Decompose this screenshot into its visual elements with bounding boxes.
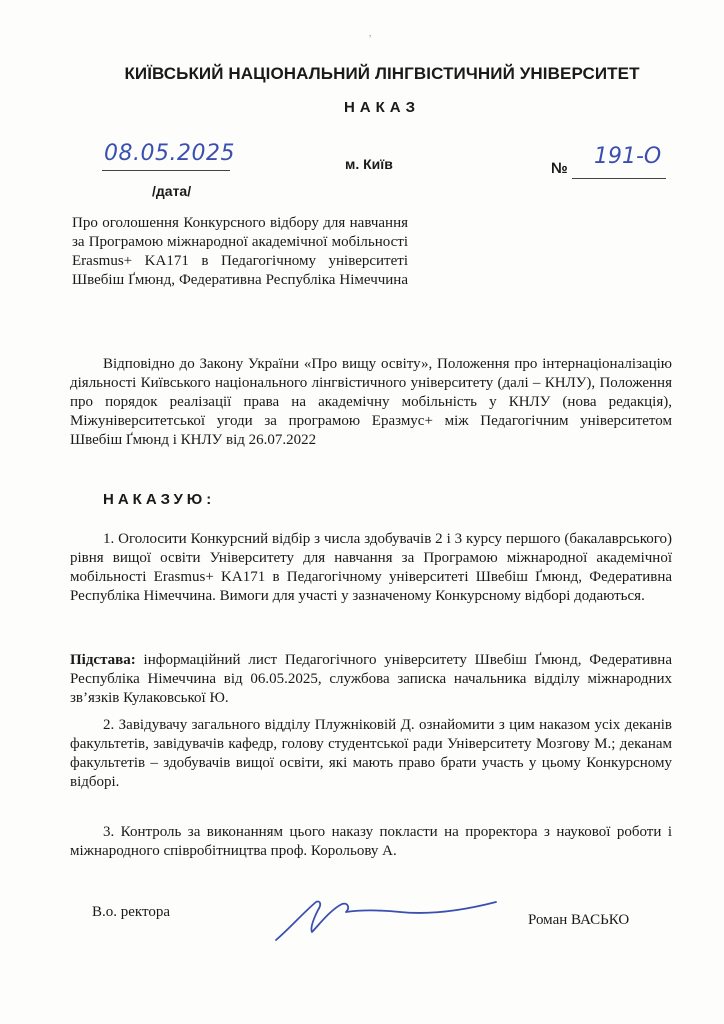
basis-label: Підстава:	[70, 652, 136, 668]
order-heading: НАКАЗУЮ:	[103, 491, 216, 508]
date-underline	[102, 170, 230, 171]
signer-name: Роман ВАСЬКО	[528, 912, 630, 928]
order-subject: Про оголошення Конкурсного відбору для навчання за Програмою міжнародної академічної мобільності Erasmus+ KA171 в Педагогічному університеті Швебіш Ґмюнд, Федеративна Республіка Німеччина	[72, 215, 408, 288]
date-label: /дата/	[152, 183, 192, 199]
signer-role: В.о. ректора	[92, 904, 171, 920]
city-label: м. Київ	[345, 156, 393, 172]
number-underline	[572, 178, 666, 179]
handwritten-signature	[270, 888, 500, 948]
basis-text: інформаційний лист Педагогічного університету Швебіш Ґмюнд, Федеративна Республіка Німеччина від 06.05.2025, службова записка начальника відділу міжнародних зв’язків Кулаковської Ю.	[70, 652, 672, 706]
preamble-paragraph: Відповідно до Закону України «Про вищу освіту», Положення про інтернаціоналізацію діяльності Київського національного лінгвістичного університету (далі – КНЛУ), Положення про порядок реалізації права на академічну мобільність у КНЛУ (нова редакція), Міжуніверситетської угоди за програмою Еразмус+ між Педагогічним університетом Швебіш Ґмюнд і КНЛУ від 26.07.2022	[70, 356, 672, 448]
handwritten-date: 08.05.2025	[104, 141, 235, 166]
university-title: КИЇВСЬКИЙ НАЦІОНАЛЬНИЙ ЛІНГВІСТИЧНИЙ УНІВЕРСИТЕТ	[124, 64, 640, 83]
order-item-3: 3. Контроль за виконанням цього наказу покласти на проректора з наукової роботи і міжнародного співробітництва проф. Корольову А.	[70, 824, 672, 859]
handwritten-order-number: 191-О	[594, 144, 662, 169]
order-item-2: 2. Завідувачу загального відділу Плужніковій Д. ознайомити з цим наказом усіх деканів факультетів, завідувачів кафедр, голову студентської ради Університету Мозгову М.; деканам факультетів – здобувачів вищої освіти, які мають право брати участь у цьому Конкурсному відборі.	[70, 717, 672, 790]
document-type-title: НАКАЗ	[343, 99, 421, 116]
basis-paragraph	[70, 651, 672, 708]
scan-speck: ,	[369, 28, 372, 38]
number-sign: №	[551, 160, 568, 177]
order-item-1: 1. Оголосити Конкурсний відбір з числа здобувачів 2 і 3 курсу першого (бакалаврського) рівня вищої освіти Університету для навчання за Програмою міжнародної академічної мобільності Erasmus+ KA171 в Педагогічному університеті Швебіш Ґмюнд, Федеративна Республіка Німеччина. Вимоги для участі у зазначеному Конкурсному відборі додаються.	[70, 531, 672, 604]
